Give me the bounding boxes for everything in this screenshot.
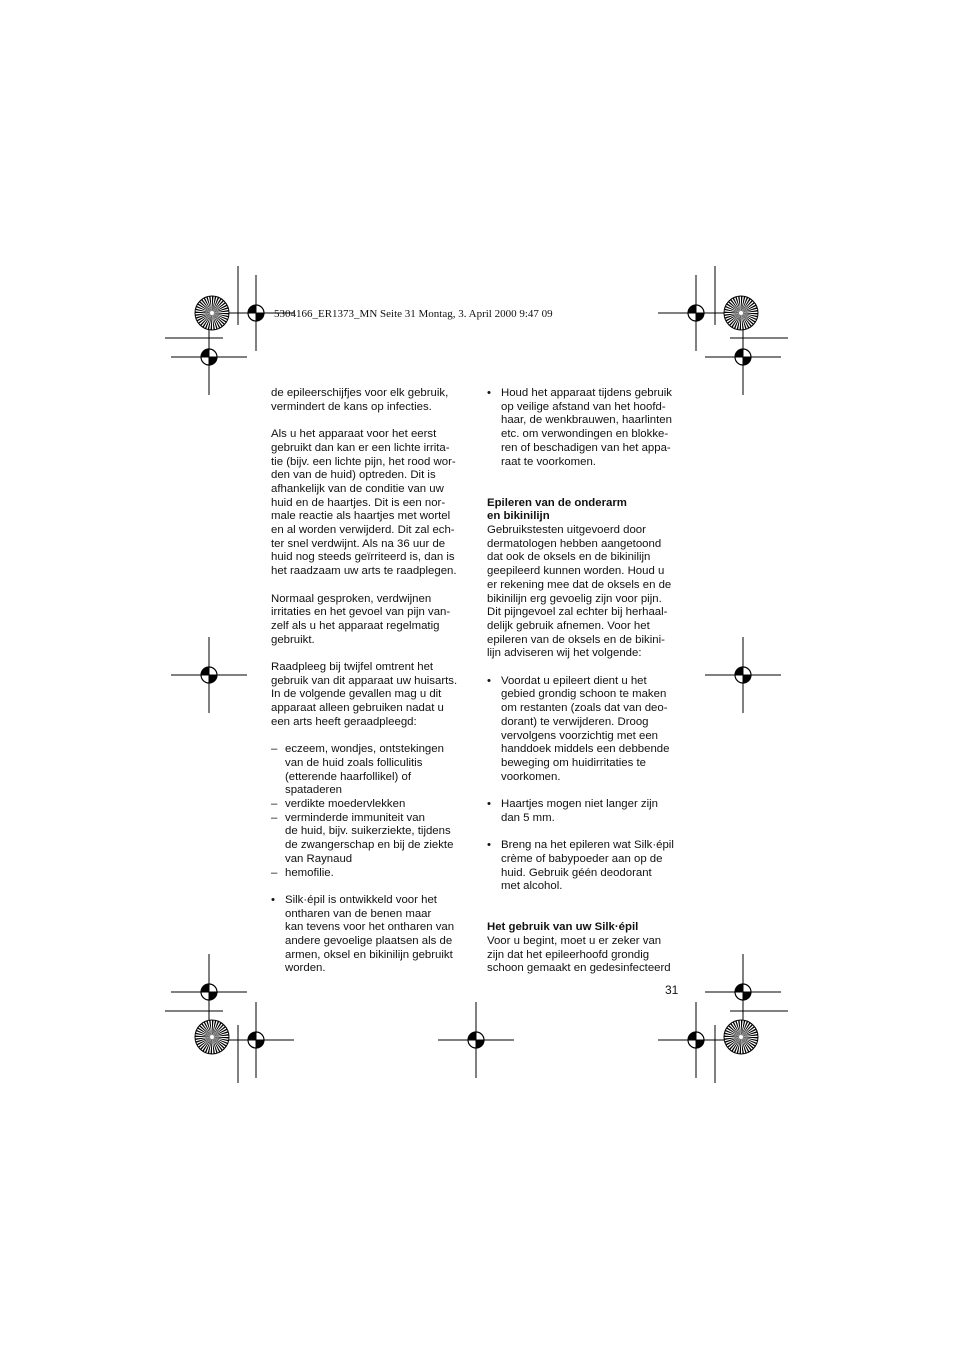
text-line: om restanten (zoals dat van deo-: [501, 702, 668, 715]
text-line: raat te voorkomen.: [501, 455, 596, 468]
text-line: met alcohol.: [501, 880, 563, 893]
text-line: Raadpleeg bij twijfel omtrent het: [271, 661, 434, 674]
text-line: de zwangerschap en bij de ziekte: [285, 839, 454, 852]
star-target: [724, 296, 758, 330]
text-line: den van de huid) optreden. Dit is: [271, 469, 436, 482]
crosshair-mark: [438, 1002, 514, 1078]
text-line: Normaal gesproken, verdwijnen: [271, 592, 432, 605]
text-line: huid nog steeds geïrriteerd is, dan is: [271, 551, 455, 564]
crosshair-mark: [658, 275, 734, 351]
text-line: Dit pijngevoel zal echter bij herhaal-: [487, 606, 668, 619]
text-line: ter snel verdwijnt. Als na 36 uur de: [271, 537, 446, 550]
text-line: apparaat alleen gebruiken nadat u: [271, 702, 444, 715]
text-line: Silk·épil is ontwikkeld voor het: [285, 893, 437, 906]
text-line: van de huid zoals folliculitis: [285, 756, 423, 769]
text-line: Breng na het epileren wat Silk·épil: [501, 839, 674, 852]
text-line: Voor u begint, moet u er zeker van: [487, 935, 662, 948]
registration-marks: [171, 275, 781, 1078]
text-line: zijn dat het epileerhoofd grondig: [487, 948, 650, 961]
text-line: gebruikt.: [271, 633, 315, 646]
text-line: Houd het apparaat tijdens gebruik: [501, 387, 672, 399]
paragraph-infection: de epileerschijfjes voor elk gebruik, vermindert de kans op infecties.: [271, 387, 449, 413]
bullet-marker: •: [271, 893, 275, 906]
crosshair-mark: [705, 637, 781, 713]
text-line: worden.: [285, 962, 326, 975]
text-line: huid en de haartjes. Dit is een nor-: [271, 496, 446, 509]
text-line: gebied grondig schoon te maken: [501, 688, 667, 701]
text-line: crème of babypoeder aan op de: [501, 852, 663, 865]
text-line: handdoek middels een debbende: [501, 743, 670, 756]
text-line: huid. Gebruik géén deodorant: [501, 866, 652, 879]
dash-marker: –: [271, 798, 278, 811]
text-line: op veilige afstand van het hoofd-: [501, 400, 666, 413]
text-line: het raadzaam uw arts te raadplegen.: [271, 565, 457, 578]
text-line: bikinilijn erg gevoelig zijn voor pijn.: [487, 592, 662, 605]
text-line: gebruikt dan kan er een lichte irrita-: [271, 441, 450, 454]
text-line: voorkomen.: [501, 770, 561, 783]
crop-marks: [165, 266, 788, 1083]
text-line: Gebruikstesten uitgevoerd door: [487, 524, 646, 536]
star-target: [195, 296, 229, 330]
bullet-marker: •: [487, 674, 491, 687]
text-line: In de volgende gevallen mag u dit: [271, 688, 442, 701]
text-line: geepileerd kunnen worden. Houd u: [487, 565, 665, 578]
color-calibration-stars: [195, 296, 758, 1054]
text-line: Haartjes mogen niet langer zijn: [501, 798, 659, 811]
crosshair-mark: [658, 1002, 734, 1078]
text-line: armen, oksel en bikinilijn gebruikt: [285, 948, 453, 961]
text-line: een arts heeft geraadpleegd:: [271, 715, 417, 728]
text-line: van Raynaud: [285, 852, 353, 865]
text-line: afhankelijk van de conditie van uw: [271, 482, 444, 495]
text-line: haar, de wenkbrauwen, haarlinten: [501, 414, 672, 427]
star-target: [724, 1020, 758, 1054]
text-line: lijn adviseren wij het volgende:: [487, 647, 642, 660]
crosshair-mark: [171, 954, 247, 1030]
print-header: 5304166_ER1373_MN Seite 31 Montag, 3. April 2000 9:47 09: [274, 308, 553, 320]
text-line: eczeem, wondjes, ontstekingen: [285, 743, 444, 756]
text-line: verminderde immuniteit van: [285, 811, 425, 824]
page-number: 31: [665, 983, 679, 997]
text-line: en al worden verwijderd. Dit zal ech-: [271, 524, 455, 537]
crosshair-mark: [218, 1002, 294, 1078]
dash-marker: –: [271, 866, 278, 879]
text-line: delijk gebruik afnemen. Voor het: [487, 619, 650, 632]
text-line: Als u het apparaat voor het eerst: [271, 428, 437, 441]
text-line: andere gevoelige plaatsen als de: [285, 935, 453, 948]
crosshair-mark: [705, 319, 781, 395]
text-line: kan tevens voor het ontharen van: [285, 921, 455, 934]
text-line: dat ook de oksels en de bikinilijn: [487, 551, 651, 564]
text-line: beweging om huidirritaties te: [501, 756, 646, 769]
text-line: Epileren van de onderarm: [487, 496, 627, 509]
text-line: etc. om verwondingen en blokke-: [501, 428, 669, 441]
text-line: male reactie als haartjes met wortel: [271, 510, 451, 523]
text-line: zelf als u het apparaat regelmatig: [271, 619, 440, 632]
section-heading-usage: Het gebruik van uw Silk·épil: [487, 921, 639, 934]
text-line: dorant) te verwijderen. Droog: [501, 715, 649, 728]
text-line: dermatologen hebben aangetoond: [487, 537, 662, 550]
text-line: de huid, bijv. suikerziekte, tijdens: [285, 825, 451, 838]
crosshair-mark: [171, 319, 247, 395]
crosshair-mark: [705, 954, 781, 1030]
text-line: spataderen: [285, 784, 342, 797]
text-line: irritaties en het gevoel van pijn van-: [271, 606, 451, 619]
text-line: (etterende haarfollikel) of: [285, 770, 411, 783]
text-line: gebruik van dit apparaat uw huisarts.: [271, 674, 458, 687]
bullet-marker: •: [487, 798, 491, 811]
text-line: Voordat u epileert dient u het: [501, 674, 647, 687]
text-line: vervolgens voorzichtig met een: [501, 729, 659, 742]
text-line: schoon gemaakt en gedesinfecteerd: [487, 962, 671, 975]
text-line: ontharen van de benen maar: [285, 907, 432, 920]
crosshair-mark: [171, 637, 247, 713]
text-line: ren of beschadigen van het appa-: [501, 441, 671, 454]
bullet-marker: •: [487, 839, 491, 852]
text-line: tie (bijv. een lichte pijn, het rood wor-: [271, 455, 456, 468]
text-line: er rekening mee dat de oksels en de: [487, 578, 672, 591]
dash-marker: –: [271, 743, 278, 756]
star-target: [195, 1020, 229, 1054]
text-line: verdikte moedervlekken: [285, 798, 406, 811]
text-line: dan 5 mm.: [501, 811, 555, 824]
text-line: en bikinilijn: [487, 510, 550, 523]
dash-marker: –: [271, 811, 278, 824]
bullet-marker: •: [487, 387, 491, 399]
text-line: hemofilie.: [285, 866, 334, 879]
text-line: epileren van de oksels en de bikini-: [487, 633, 665, 646]
